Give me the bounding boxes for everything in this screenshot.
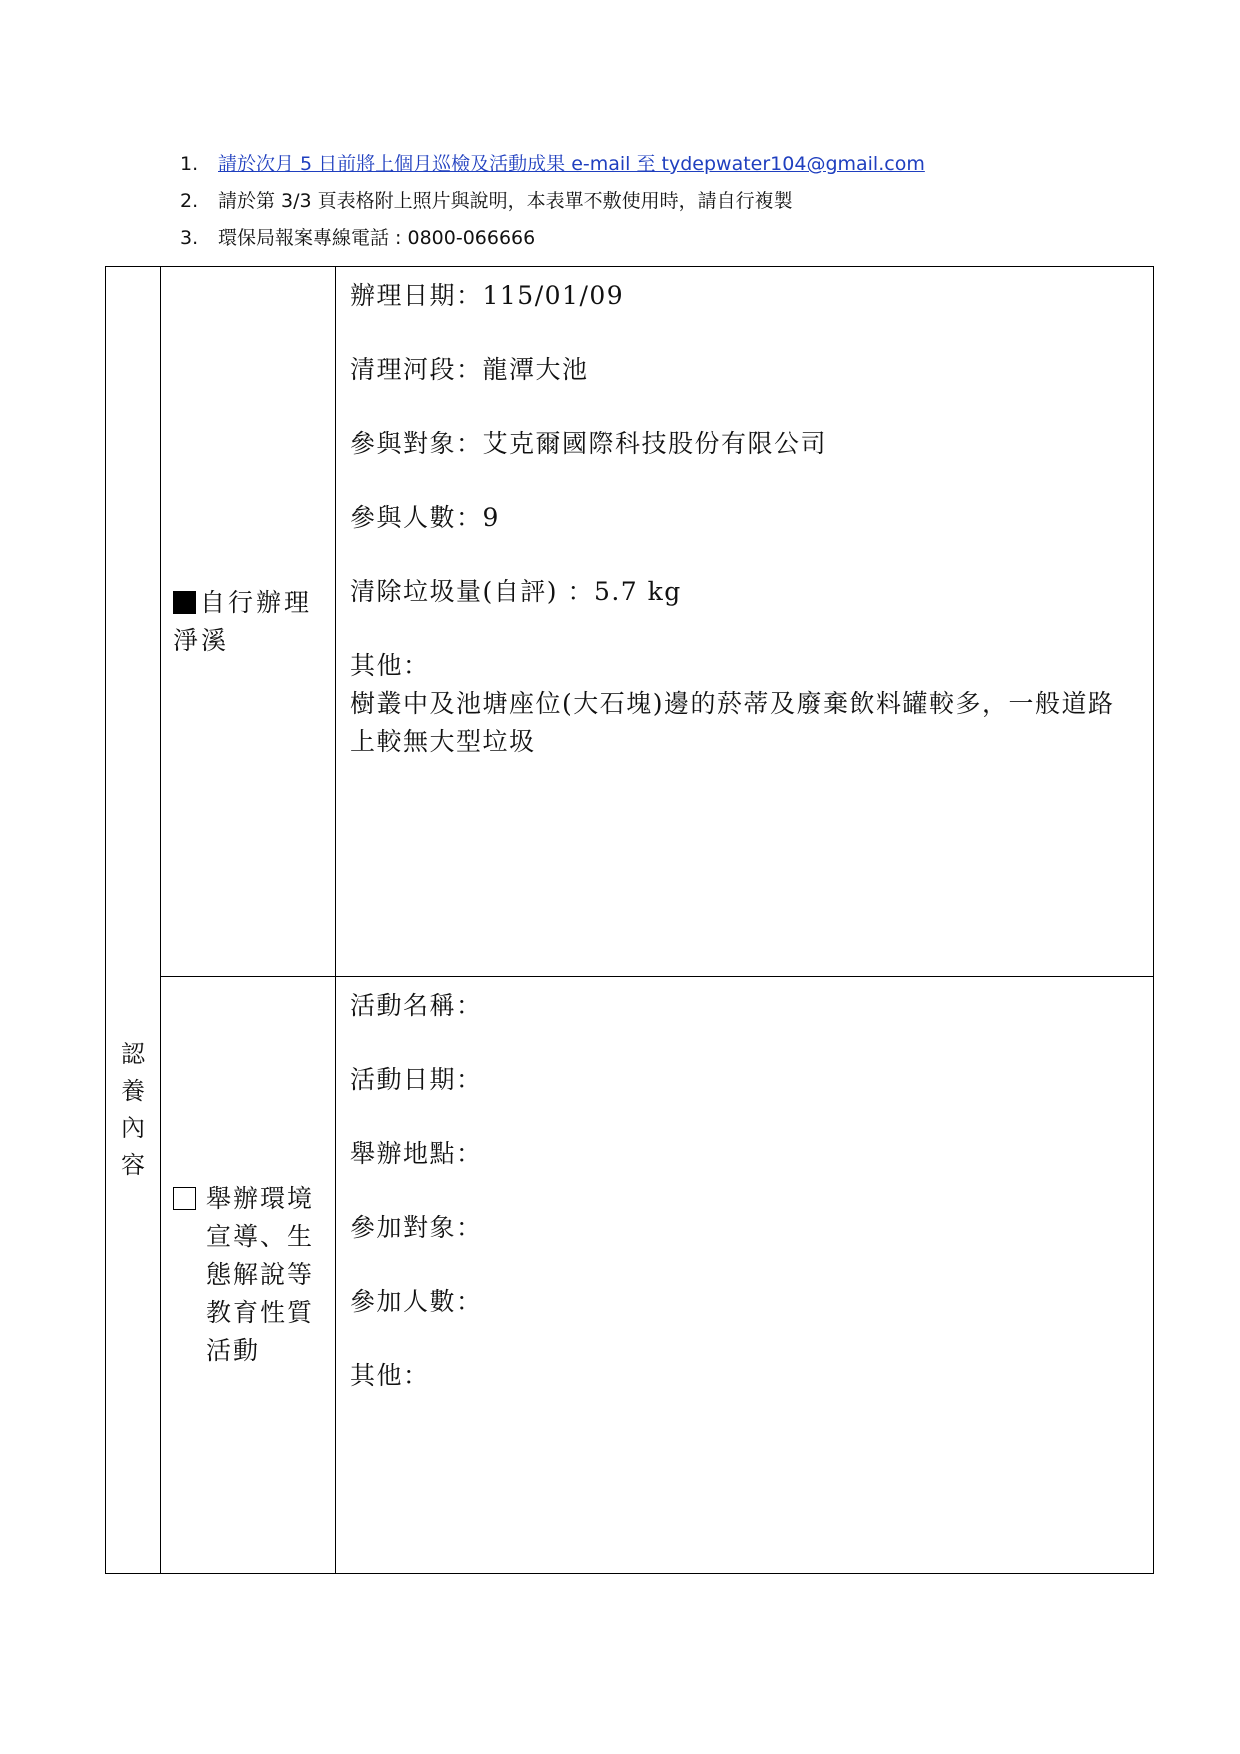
participant-count[interactable]: 參與人數：9: [350, 503, 500, 532]
adoption-content-label: [106, 267, 161, 1574]
option-label: 教育性質: [206, 1298, 315, 1327]
activity-place[interactable]: 舉辦地點：: [350, 1139, 483, 1168]
activity-other[interactable]: 其他：: [350, 1361, 430, 1390]
option-label: 舉辦環境: [206, 1184, 315, 1213]
instruction-item: [180, 146, 925, 183]
self-cleanup-option[interactable]: [161, 267, 336, 977]
instructions-list: [180, 146, 925, 257]
activity-name[interactable]: 活動名稱：: [350, 991, 483, 1020]
cleanup-details: [336, 267, 1154, 977]
option-label: 態解說等: [206, 1260, 315, 1289]
instruction-text: 請於第 3/3 頁表格附上照片與說明，本表單不敷使用時，請自行複製: [218, 190, 793, 212]
option-label: 自行辦理: [200, 587, 313, 617]
label-char: 認: [121, 1040, 145, 1068]
option-label: 淨溪: [173, 625, 230, 655]
label-char: 養: [121, 1077, 145, 1105]
unchecked-checkbox[interactable]: [173, 1187, 196, 1210]
hotline-text: 環保局報案專線電話 : 0800-066666: [218, 227, 536, 249]
adoption-form-table: [105, 266, 1154, 1574]
activity-count[interactable]: 參加人數：: [350, 1287, 483, 1316]
river-section[interactable]: 清理河段：龍潭大池: [350, 355, 589, 384]
activity-participants[interactable]: 參加對象：: [350, 1213, 483, 1242]
item-number: 3.: [180, 227, 199, 249]
option-label: 宣導、生: [206, 1222, 315, 1251]
other-label: 其他：: [350, 651, 430, 680]
checked-checkbox[interactable]: [173, 591, 196, 614]
other-notes[interactable]: 樹叢中及池塘座位(大石塊)邊的菸蒂及廢棄飲料罐較多，一般道路上較無大型垃圾: [350, 689, 1115, 756]
education-activity-option[interactable]: [161, 977, 336, 1574]
label-char: 內: [121, 1114, 145, 1142]
participants[interactable]: 參與對象：艾克爾國際科技股份有限公司: [350, 429, 828, 458]
option-label: 活動: [206, 1336, 261, 1365]
label-char: 容: [121, 1151, 145, 1179]
item-number: 2.: [180, 190, 199, 212]
activity-details: [336, 977, 1154, 1574]
email-instruction-link[interactable]: 請於次月 5 日前將上個月巡檢及活動成果 e-mail 至 tydepwater104@gmail.com: [218, 153, 925, 175]
item-number: 1.: [180, 153, 199, 175]
instruction-item: [180, 220, 925, 257]
trash-amount[interactable]: 清除垃圾量(自評) ：5.7 kg: [350, 577, 682, 606]
instruction-item: [180, 183, 925, 220]
activity-date[interactable]: 活動日期：: [350, 1065, 483, 1094]
cleanup-date[interactable]: 辦理日期：115/01/09: [350, 281, 625, 310]
